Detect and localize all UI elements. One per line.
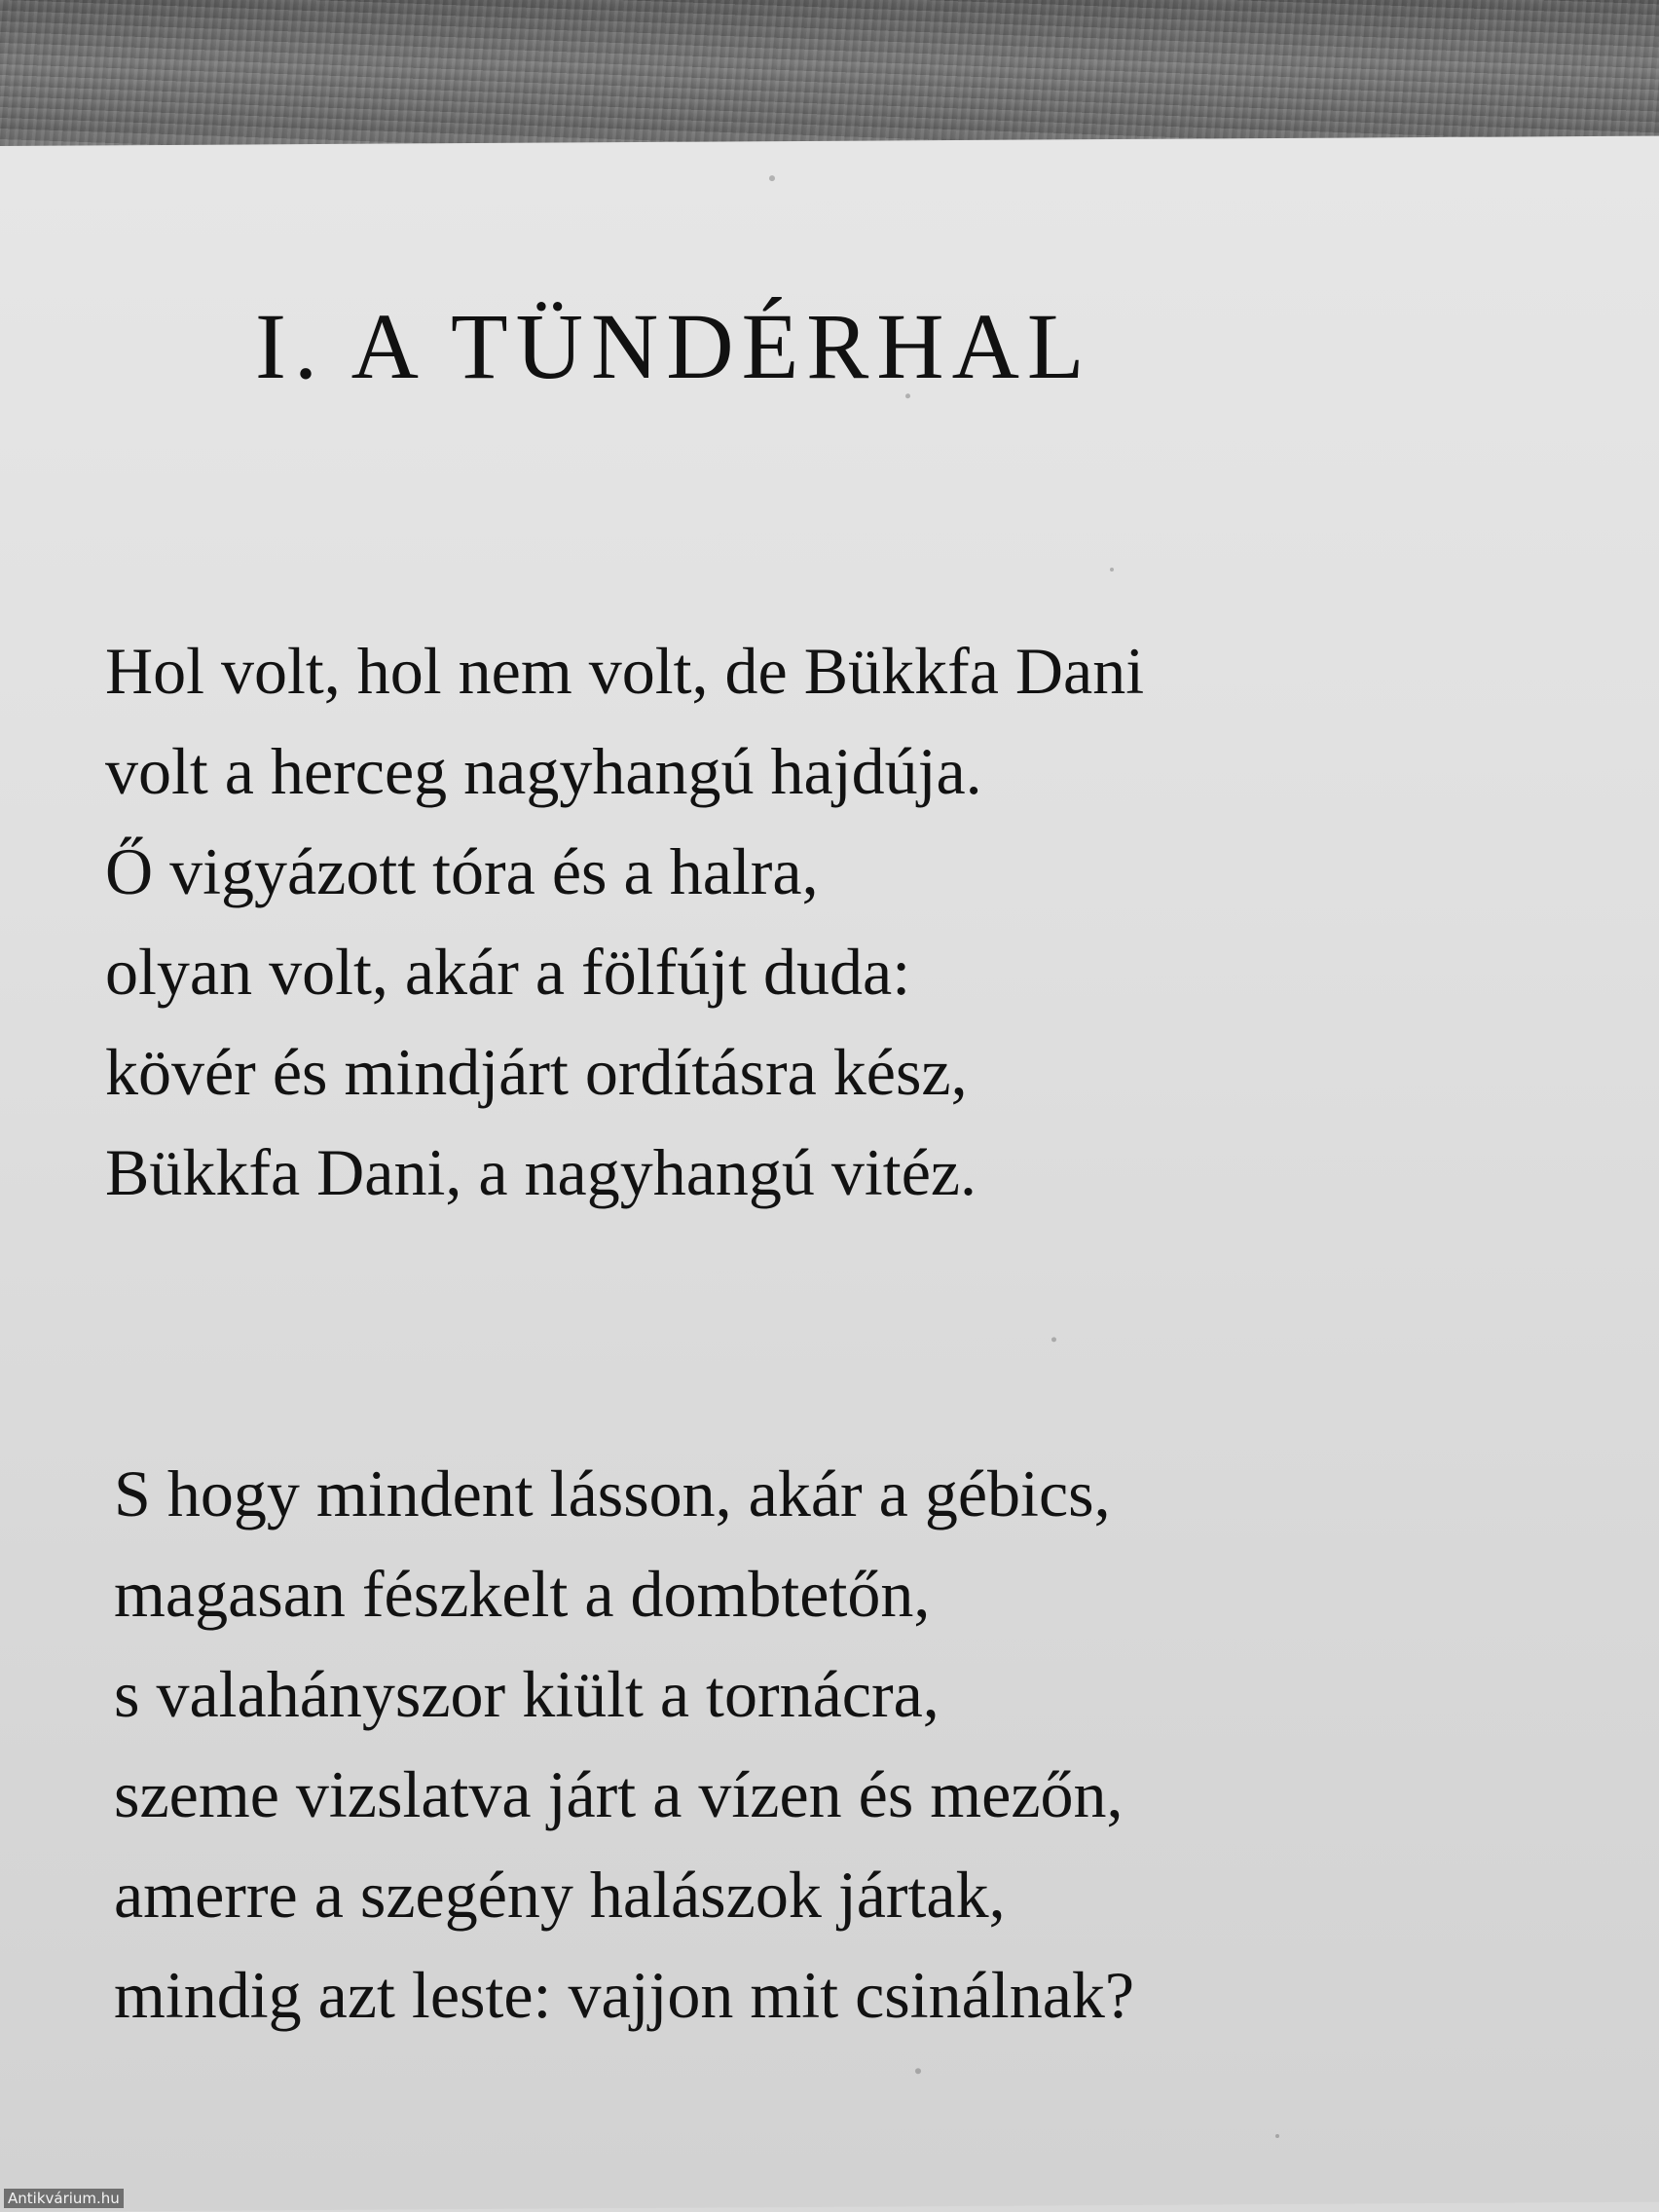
poem-line: Bükkfa Dani, a nagyhangú vitéz. bbox=[105, 1135, 977, 1209]
poem-stanza-1 bbox=[105, 621, 1144, 1223]
chapter-title: I. A TÜNDÉRHAL bbox=[255, 294, 1092, 398]
paper-speck bbox=[1275, 2134, 1279, 2138]
poem-line: olyan volt, akár a fölfújt duda: bbox=[105, 935, 911, 1009]
poem-line: Ő vigyázott tóra és a halra, bbox=[105, 834, 819, 908]
poem-line: s valahányszor kiült a tornácra, bbox=[114, 1657, 940, 1731]
poem-stanza-2 bbox=[114, 1444, 1134, 2046]
poem-line: szeme vizslatva járt a vízen és mezőn, bbox=[114, 1757, 1124, 1831]
paper-speck bbox=[1051, 1337, 1056, 1342]
site-watermark: Antikvárium.hu bbox=[4, 2189, 124, 2208]
poem-line: volt a herceg nagyhangú hajdúja. bbox=[105, 734, 982, 808]
poem-line: kövér és mindjárt ordításra kész, bbox=[105, 1035, 968, 1109]
paper-speck bbox=[769, 175, 775, 181]
paper-speck bbox=[1110, 568, 1114, 571]
poem-line: S hogy mindent lásson, akár a gébics, bbox=[114, 1456, 1111, 1530]
poem-line: amerre a szegény halászok jártak, bbox=[114, 1858, 1006, 1932]
poem-line: magasan fészkelt a dombtetőn, bbox=[114, 1557, 931, 1631]
poem-line: Hol volt, hol nem volt, de Bükkfa Dani bbox=[105, 634, 1145, 708]
paper-speck bbox=[915, 2068, 921, 2074]
poem-line: mindig azt leste: vajjon mit csinálnak? bbox=[114, 1958, 1135, 2032]
